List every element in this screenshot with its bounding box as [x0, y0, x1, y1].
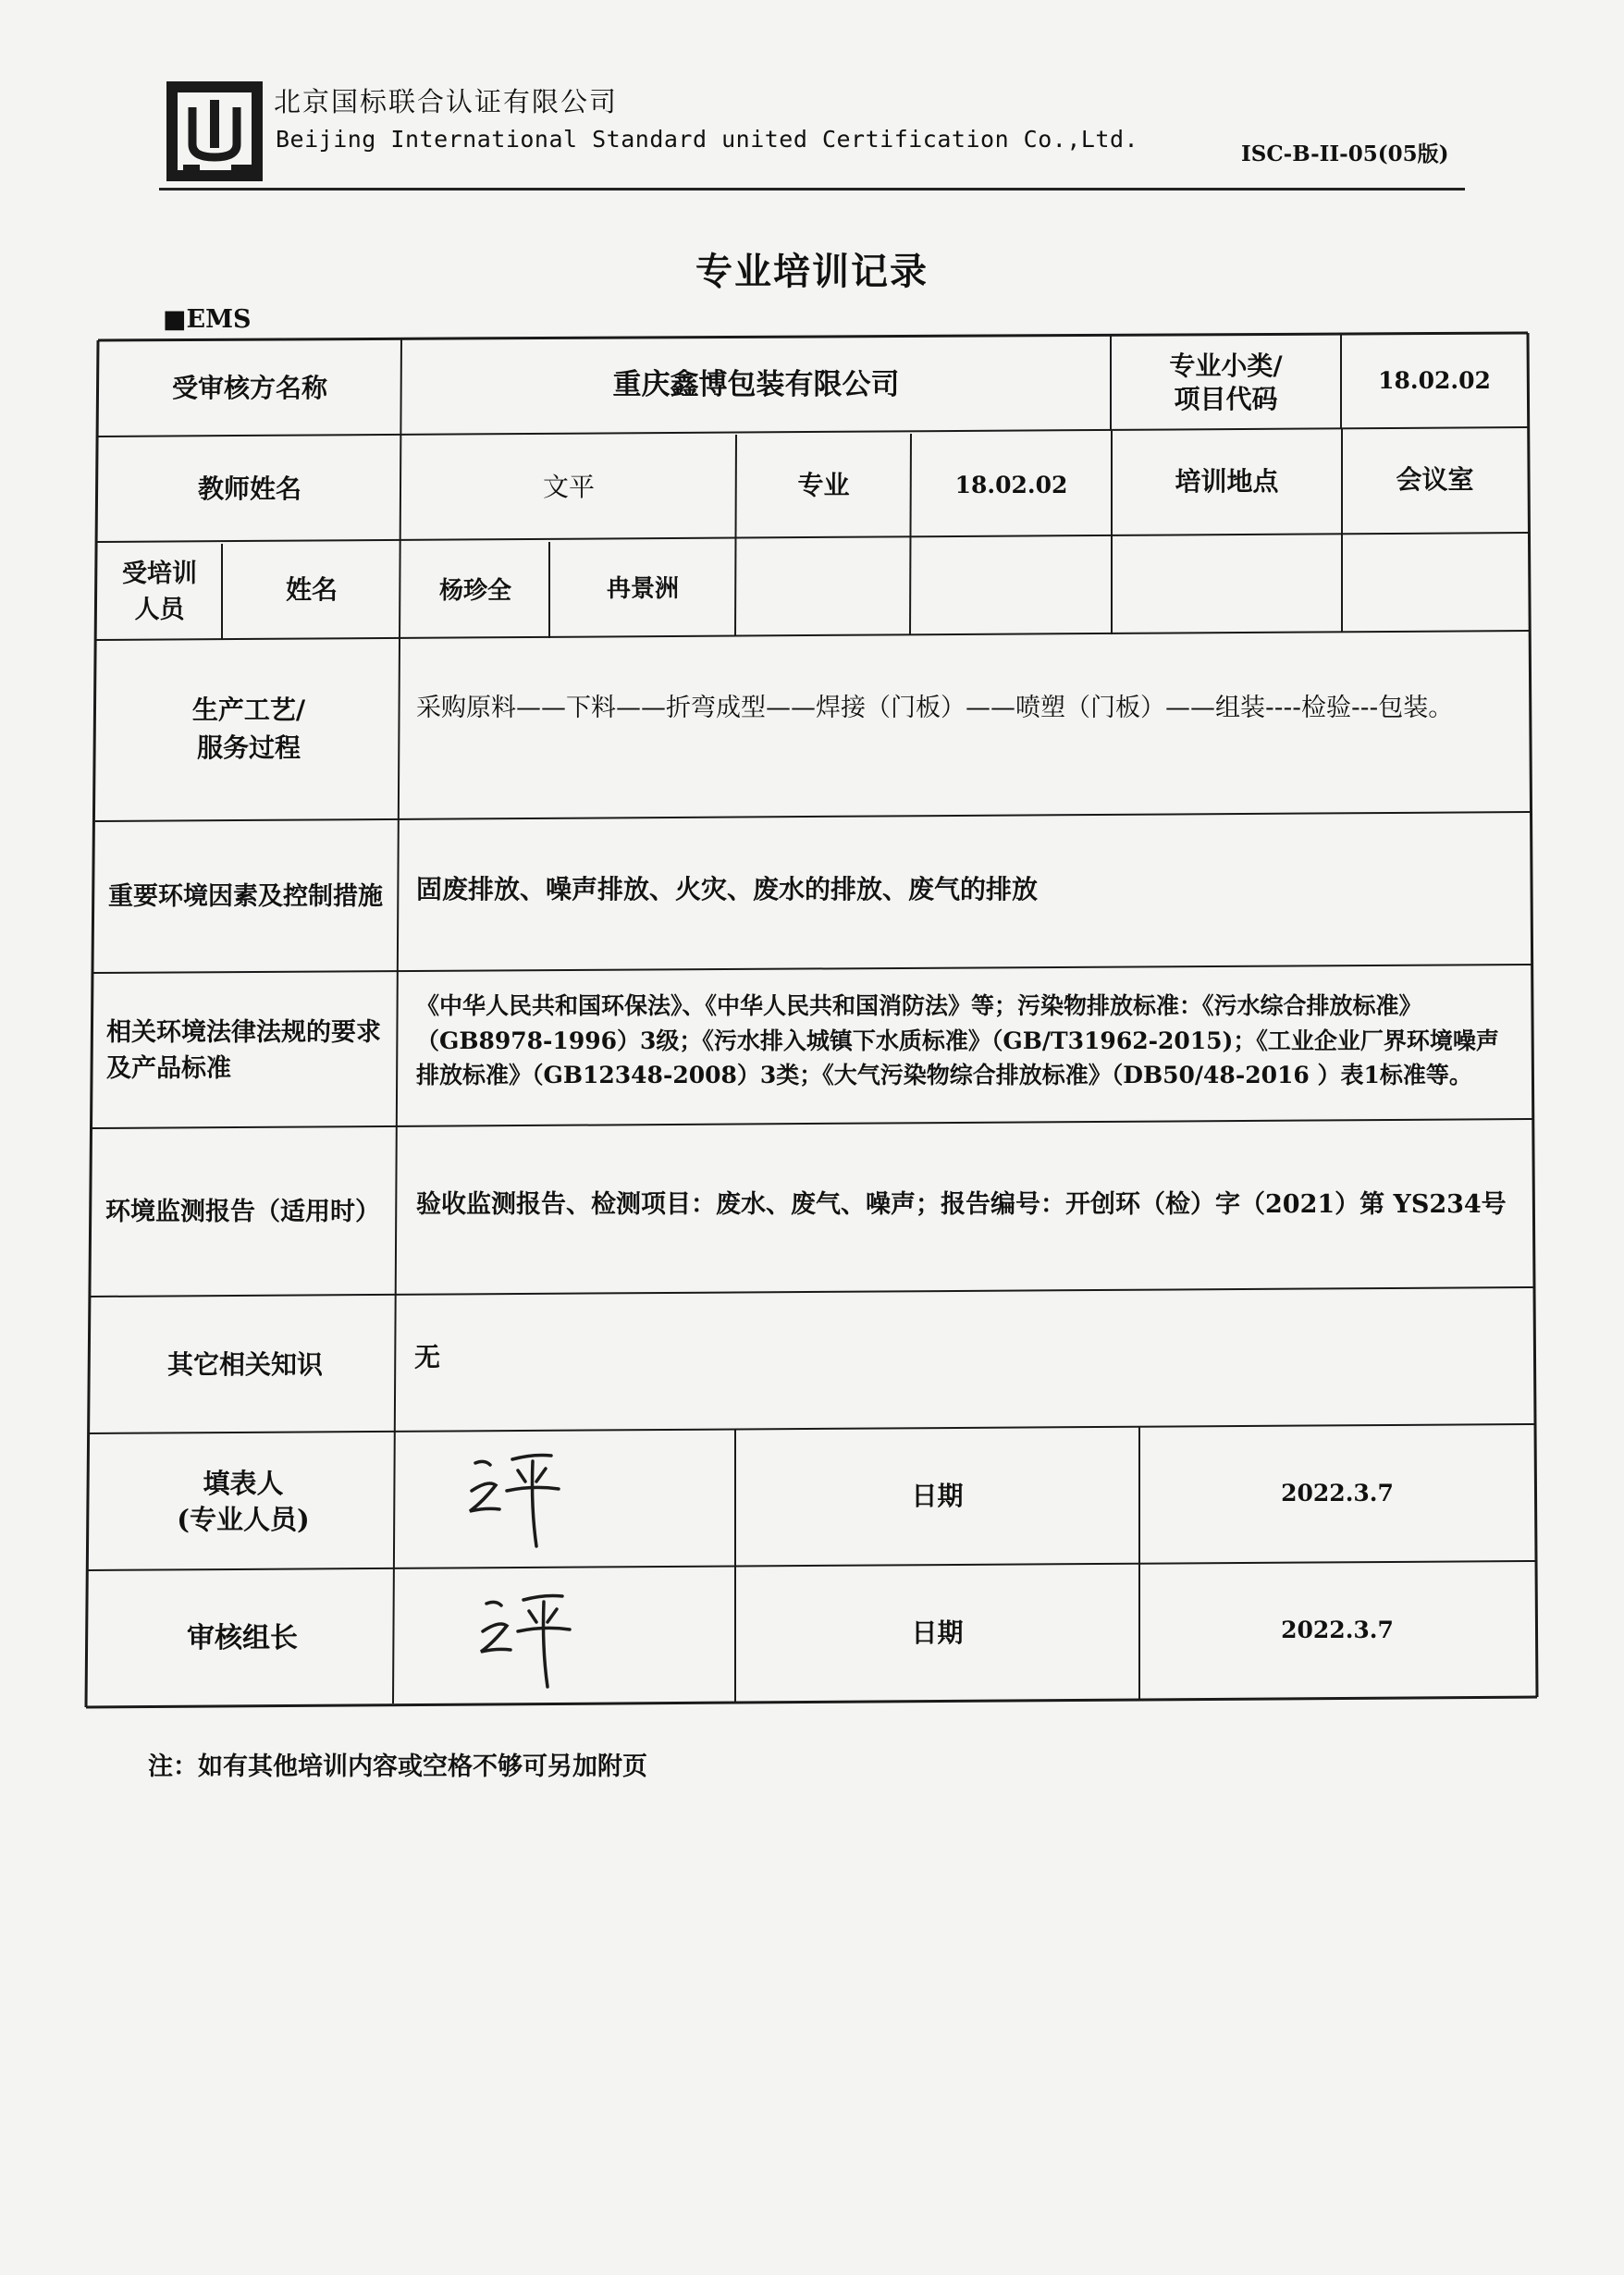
trainees-label: 受培训 人员 [122, 559, 197, 624]
trainee-1-name: 杨珍全 [438, 577, 511, 606]
teacher-label: 教师姓名 [197, 473, 301, 504]
leader-date: 2022.3.7 [1281, 1616, 1394, 1643]
teacher-name: 文平 [542, 471, 595, 502]
other-knowledge-label: 其它相关知识 [166, 1348, 323, 1380]
other-knowledge-value: 无 [414, 1341, 441, 1372]
specialty-code: 18.02.02 [954, 471, 1068, 498]
laws-value: 《中华人民共和国环保法》、《中华人民共和国消防法》等；污染物排放标准：《污水综合排放标准》（GB8978-1996）3级；《污水排入城镇下水质标准》（GB/T31962-2015)；《工业企业厂界环境噪声排放标准》（GB12348-2008）3类；《大气污染物综合排放标准》（DB50/48-2016 ）表1标准等。 [416, 992, 1499, 1089]
ems-checkbox-label: ■EMS [163, 305, 252, 334]
category-label: 专业小类/ 项目代码 [1169, 350, 1283, 414]
filler-label: 填表人 (专业人员) [177, 1467, 310, 1535]
specialty-label: 专业 [797, 469, 850, 500]
leader-label: 审核组长 [187, 1622, 298, 1655]
filler-signature [462, 1443, 573, 1554]
company-name-en: Beijing International Standard united Certification Co.,Ltd. [276, 126, 1139, 153]
process-value: 采购原料——下料——折弯成型——焊接（门板）——喷塑（门板）——组装----检验---包装。 [416, 694, 1454, 722]
monitoring-value: 验收监测报告、检测项目：废水、废气、噪声；报告编号：开创环（检）字（2021）第 YS234号 [416, 1190, 1507, 1220]
filler-date: 2022.3.7 [1281, 1479, 1394, 1506]
trainee-2-name: 冉景洲 [606, 575, 679, 604]
leader-signature [474, 1583, 584, 1694]
env-factors-label: 重要环境因素及控制措施 [108, 882, 383, 912]
filler-date-label: 日期 [911, 1480, 964, 1511]
env-factors-value: 固废排放、噪声排放、火灾、废水的排放、废气的排放 [416, 873, 1039, 904]
leader-date-label: 日期 [911, 1617, 964, 1648]
location-value: 会议室 [1396, 463, 1474, 495]
document-code: ISC-B-II-05(05版) [1241, 141, 1449, 166]
location-label: 培训地点 [1175, 465, 1279, 497]
page-title: 专业培训记录 [695, 250, 929, 293]
auditee-name: 重庆鑫博包装有限公司 [612, 367, 900, 401]
category-code: 18.02.02 [1378, 366, 1491, 394]
process-label: 生产工艺/ 服务过程 [191, 695, 306, 763]
laws-label: 相关环境法律法规的要求及产品标准 [106, 1017, 381, 1083]
trainee-name-label: 姓名 [285, 573, 338, 605]
auditee-label: 受审核方名称 [171, 372, 327, 403]
company-name-cn: 北京国标联合认证有限公司 [274, 86, 619, 117]
monitoring-label: 环境监测报告（适用时） [105, 1198, 380, 1227]
footnote: 注：如有其他培训内容或空格不够可另加附页 [148, 1752, 647, 1781]
